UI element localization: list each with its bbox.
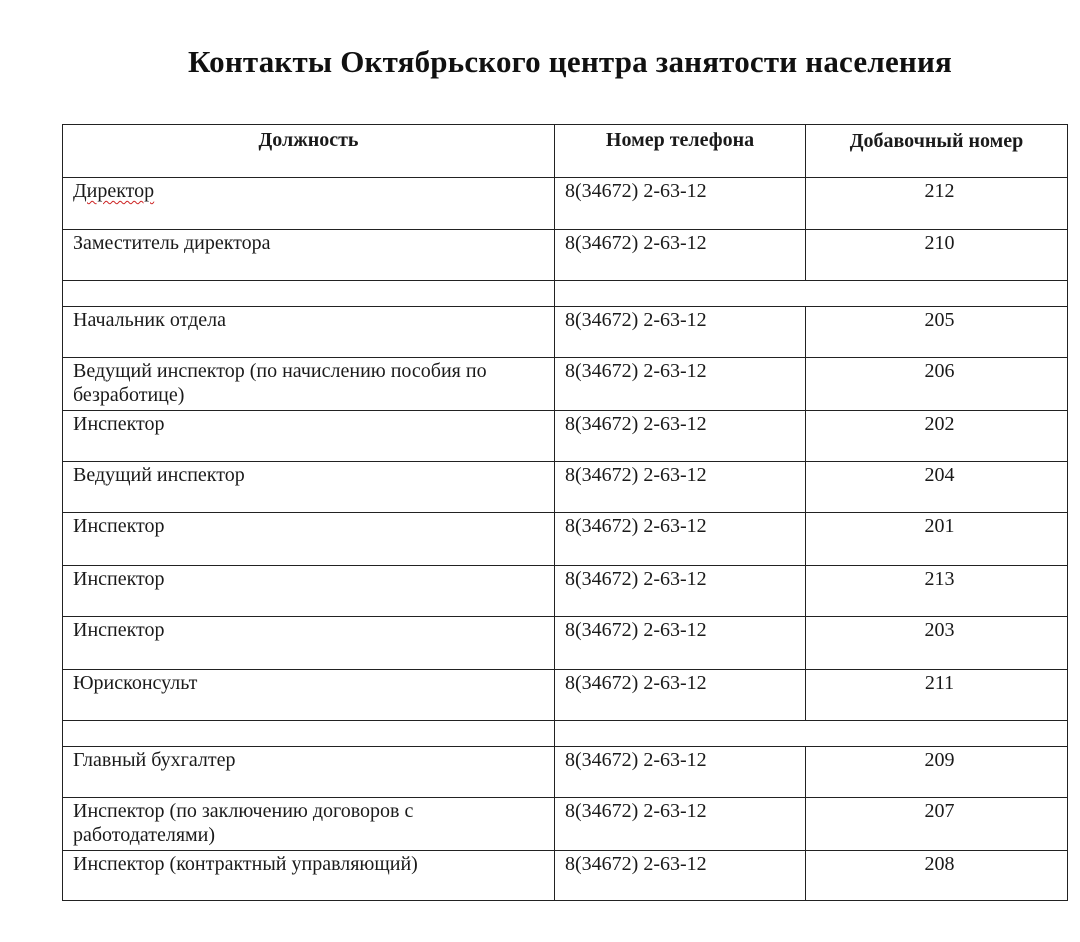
table-row [62, 669, 1068, 720]
extension-cell: 203 [805, 617, 1067, 669]
position-cell: Инспектор [73, 619, 165, 641]
header-phone: Номер телефона [554, 125, 805, 177]
position-cell: Инспектор [73, 568, 165, 590]
position-cell: Ведущий инспектор (по начислению пособия по безработице) [73, 360, 487, 406]
extension-cell: 204 [805, 462, 1067, 512]
position-cell: Директор [73, 180, 155, 202]
position-cell: Инспектор [73, 515, 165, 537]
table-row [62, 565, 1068, 616]
table-spacer-row [62, 280, 1068, 306]
phone-cell: 8(34672) 2-63-12 [554, 513, 805, 565]
phone-cell: 8(34672) 2-63-12 [554, 747, 805, 797]
extension-cell: 202 [805, 411, 1067, 461]
table-row [62, 229, 1068, 280]
table-row [62, 461, 1068, 512]
table-row [62, 512, 1068, 565]
phone-cell: 8(34672) 2-63-12 [554, 230, 805, 280]
position-cell: Инспектор (по заключению договоров с работодателями) [73, 800, 414, 846]
position-cell: Заместитель директора [73, 232, 271, 254]
table-row [62, 410, 1068, 461]
table-row [62, 850, 1068, 901]
phone-cell: 8(34672) 2-63-12 [554, 411, 805, 461]
extension-cell: 212 [805, 178, 1067, 229]
table-row [62, 177, 1068, 229]
position-cell: Начальник отдела [73, 309, 226, 331]
table-row [62, 357, 1068, 410]
extension-cell: 213 [805, 566, 1067, 616]
page-title: Контакты Октябрьского центра занятости населения [188, 44, 952, 79]
extension-cell: 210 [805, 230, 1067, 280]
position-cell: Главный бухгалтер [73, 749, 236, 771]
position-cell: Юрисконсульт [73, 672, 198, 694]
extension-cell: 208 [805, 851, 1067, 900]
table-spacer-row [62, 720, 1068, 746]
phone-cell: 8(34672) 2-63-12 [554, 851, 805, 900]
phone-cell: 8(34672) 2-63-12 [554, 462, 805, 512]
phone-cell: 8(34672) 2-63-12 [554, 307, 805, 357]
extension-cell: 206 [805, 358, 1067, 410]
position-cell: Инспектор [73, 413, 165, 435]
extension-cell: 209 [805, 747, 1067, 797]
table-row [62, 797, 1068, 850]
extension-cell: 205 [805, 307, 1067, 357]
phone-cell: 8(34672) 2-63-12 [554, 670, 805, 720]
spacer-cell [554, 721, 805, 746]
phone-cell: 8(34672) 2-63-12 [554, 566, 805, 616]
header-extension: Добавочный номер [805, 125, 1067, 177]
position-cell: Ведущий инспектор [73, 464, 245, 486]
spacer-cell [554, 281, 805, 306]
table-row [62, 616, 1068, 669]
header-position: Должность [258, 129, 359, 151]
table-row [62, 306, 1068, 357]
extension-cell: 201 [805, 513, 1067, 565]
contacts-table [62, 124, 1068, 901]
table-row [62, 746, 1068, 797]
phone-cell: 8(34672) 2-63-12 [554, 178, 805, 229]
phone-cell: 8(34672) 2-63-12 [554, 358, 805, 410]
extension-cell: 207 [805, 798, 1067, 850]
phone-cell: 8(34672) 2-63-12 [554, 798, 805, 850]
position-cell: Инспектор (контрактный управляющий) [73, 853, 418, 875]
table-header-row [62, 124, 1068, 177]
phone-cell: 8(34672) 2-63-12 [554, 617, 805, 669]
extension-cell: 211 [805, 670, 1067, 720]
